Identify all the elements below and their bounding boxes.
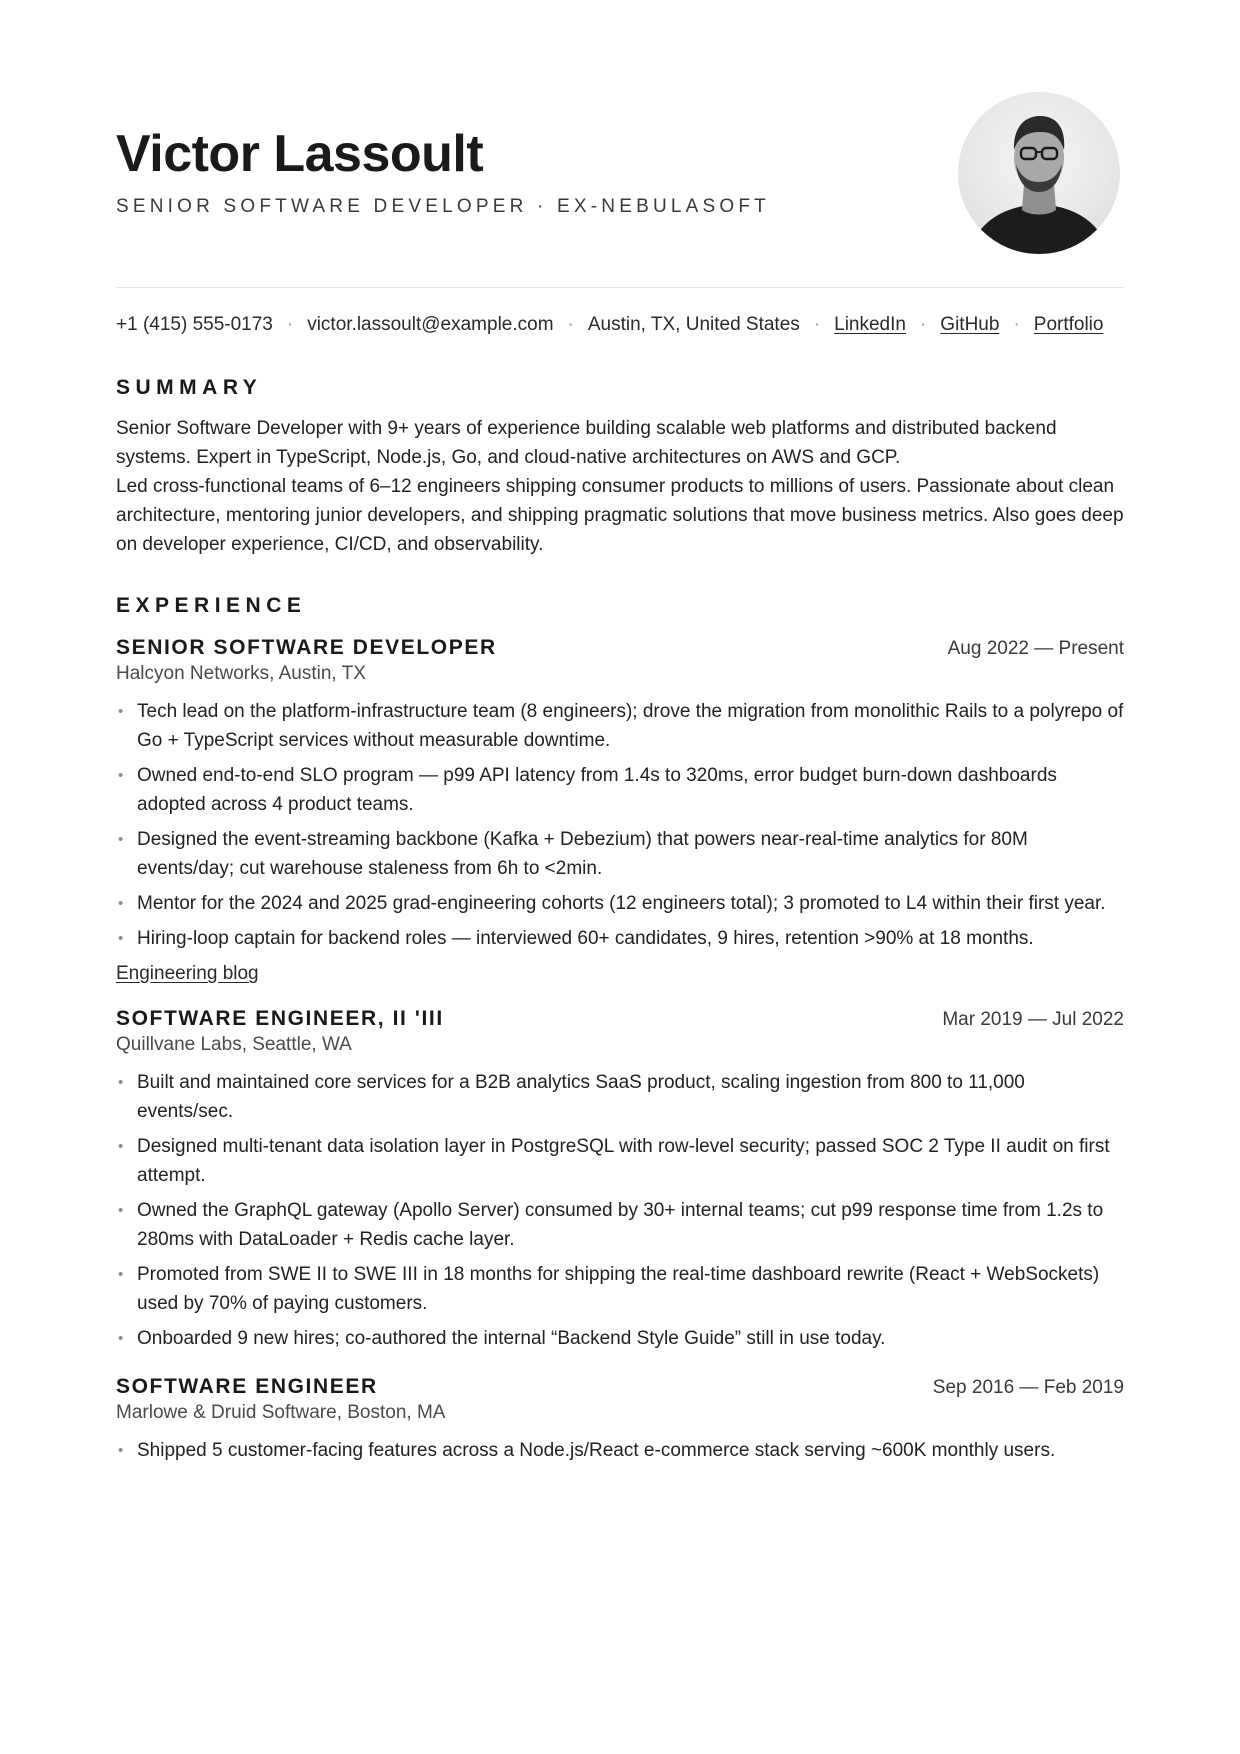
job-dates: Sep 2016 — Feb 2019 [932, 1377, 1124, 1398]
contact-separator: · [567, 314, 574, 335]
job-bullet: • Mentor for the 2024 and 2025 grad-engineering cohorts (12 engineers total); 3 promoted to L4 within their first year. [116, 889, 1124, 918]
candidate-headline: SENIOR SOFTWARE DEVELOPER · EX-NEBULASOFT [116, 196, 770, 217]
candidate-name: Victor Lassoult [116, 125, 484, 183]
job-entry [116, 636, 1124, 985]
job-dates: Aug 2022 — Present [947, 638, 1124, 659]
contact-email[interactable]: victor.lassoult@example.com [307, 314, 554, 335]
experience-heading: EXPERIENCE [116, 594, 307, 617]
job-header [116, 1007, 1124, 1031]
resume-header [116, 0, 1124, 290]
linkedin-link[interactable]: LinkedIn [834, 314, 906, 335]
job-bullets [116, 697, 1124, 953]
job-bullet: • Owned end-to-end SLO program — p99 API latency from 1.4s to 320ms, error budget burn-down dashboards adopted across 4 product teams. [116, 761, 1124, 819]
job-header [116, 636, 1124, 660]
contact-phone[interactable]: +1 (415) 555-0173 [116, 314, 273, 335]
job-title: SOFTWARE ENGINEER, II 'III [116, 1007, 444, 1030]
job-bullets [116, 1436, 1124, 1465]
job-bullets [116, 1068, 1124, 1353]
job-bullet: • Owned the GraphQL gateway (Apollo Server) consumed by 30+ internal teams; cut p99 response time from 1.2s to 280ms with DataLoader + Redis cache layer. [116, 1196, 1124, 1254]
contact-separator: · [286, 314, 294, 335]
job-title: SENIOR SOFTWARE DEVELOPER [116, 636, 497, 659]
job-bullet: • Shipped 5 customer-facing features across a Node.js/React e-commerce stack serving ~600K monthly users. [116, 1436, 1124, 1465]
profile-photo [958, 92, 1120, 254]
job-bullet: • Tech lead on the platform-infrastructure team (8 engineers); drove the migration from monolithic Rails to a polyrepo of Go + TypeScript services without measurable downtime. [116, 697, 1124, 755]
contact-separator: · [1013, 314, 1020, 335]
contact-location: Austin, TX, United States [587, 314, 800, 335]
job-dates: Mar 2019 — Jul 2022 [942, 1009, 1124, 1030]
job-bullet: • Built and maintained core services for a B2B analytics SaaS product, scaling ingestion from 800 to 11,000 events/sec. [116, 1068, 1124, 1126]
job-company: Quillvane Labs, Seattle, WA [116, 1034, 352, 1055]
job-title: SOFTWARE ENGINEER [116, 1375, 378, 1398]
summary-paragraph: Senior Software Developer with 9+ years of experience building scalable web platforms and distributed backend systems. Expert in TypeScript, Node.js, Go, and cloud-native architectures on AWS and GCP. [116, 418, 1057, 468]
job-bullet: • Designed the event-streaming backbone (Kafka + Debezium) that powers near-real-time analytics for 80M events/day; cut warehouse staleness from 6h to <2min. [116, 825, 1124, 883]
portfolio-link[interactable]: Portfolio [1033, 314, 1104, 335]
contact-separator: · [919, 314, 927, 335]
github-link[interactable]: GitHub [940, 314, 1000, 335]
job-bullet: • Hiring-loop captain for backend roles — interviewed 60+ candidates, 9 hires, retention >90% at 18 months. [116, 924, 1124, 953]
summary-text [116, 414, 1124, 559]
job-header [116, 1375, 1124, 1399]
job-company: Marlowe & Druid Software, Boston, MA [116, 1402, 446, 1423]
job-entry [116, 1375, 1124, 1465]
contact-separator: · [813, 314, 821, 335]
job-bullet: • Designed multi-tenant data isolation layer in PostgreSQL with row-level security; passed SOC 2 Type II audit on first attempt. [116, 1132, 1124, 1190]
summary-paragraph: Led cross-functional teams of 6–12 engineers shipping consumer products to millions of users. Passionate about clean architecture, mentoring junior developers, and shipping pragmatic solutions that move business metrics. Also goes deep on developer experience, CI/CD, and observability. [116, 476, 1124, 555]
job-bullet: • Promoted from SWE II to SWE III in 18 months for shipping the real-time dashboard rewrite (React + WebSockets) used by 70% of paying customers. [116, 1260, 1124, 1318]
contact-line [116, 310, 1124, 339]
summary-heading: SUMMARY [116, 376, 263, 399]
avatar [958, 92, 1120, 254]
engineering-blog-link[interactable]: Engineering blog [116, 963, 259, 984]
job-company: Halcyon Networks, Austin, TX [116, 663, 366, 684]
job-entry [116, 1007, 1124, 1353]
job-bullet: • Onboarded 9 new hires; co-authored the internal “Backend Style Guide” still in use today. [116, 1324, 1124, 1353]
header-divider [116, 287, 1124, 288]
